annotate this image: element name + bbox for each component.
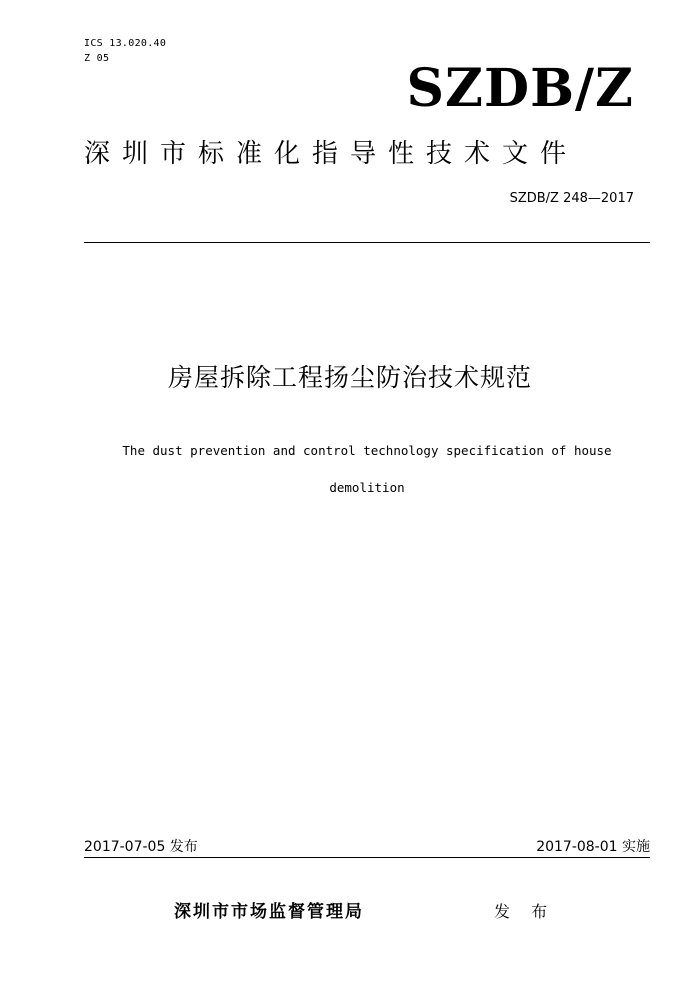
standard-code: SZDB/Z [406, 58, 634, 119]
footer-divider [84, 857, 650, 858]
implement-date: 2017-08-01 实施 [536, 839, 650, 855]
ics-code: ICS 13.020.40 [84, 38, 167, 49]
issue-label: 发 布 [494, 902, 556, 921]
date-row [84, 837, 650, 857]
title-english: The dust prevention and control technology specification of house demolition [122, 443, 612, 495]
publish-date: 2017-07-05 发布 [84, 839, 198, 855]
classification-codes [84, 36, 166, 66]
document-type: 深圳市标准化指导性技术文件 [84, 139, 579, 169]
header-divider [84, 242, 650, 243]
issuing-authority: 深圳市市场监督管理局 [174, 902, 364, 922]
document-number: SZDB/Z 248—2017 [509, 191, 634, 206]
ccs-code: Z 05 [84, 53, 110, 64]
title-chinese: 房屋拆除工程扬尘防治技术规范 [167, 363, 532, 392]
